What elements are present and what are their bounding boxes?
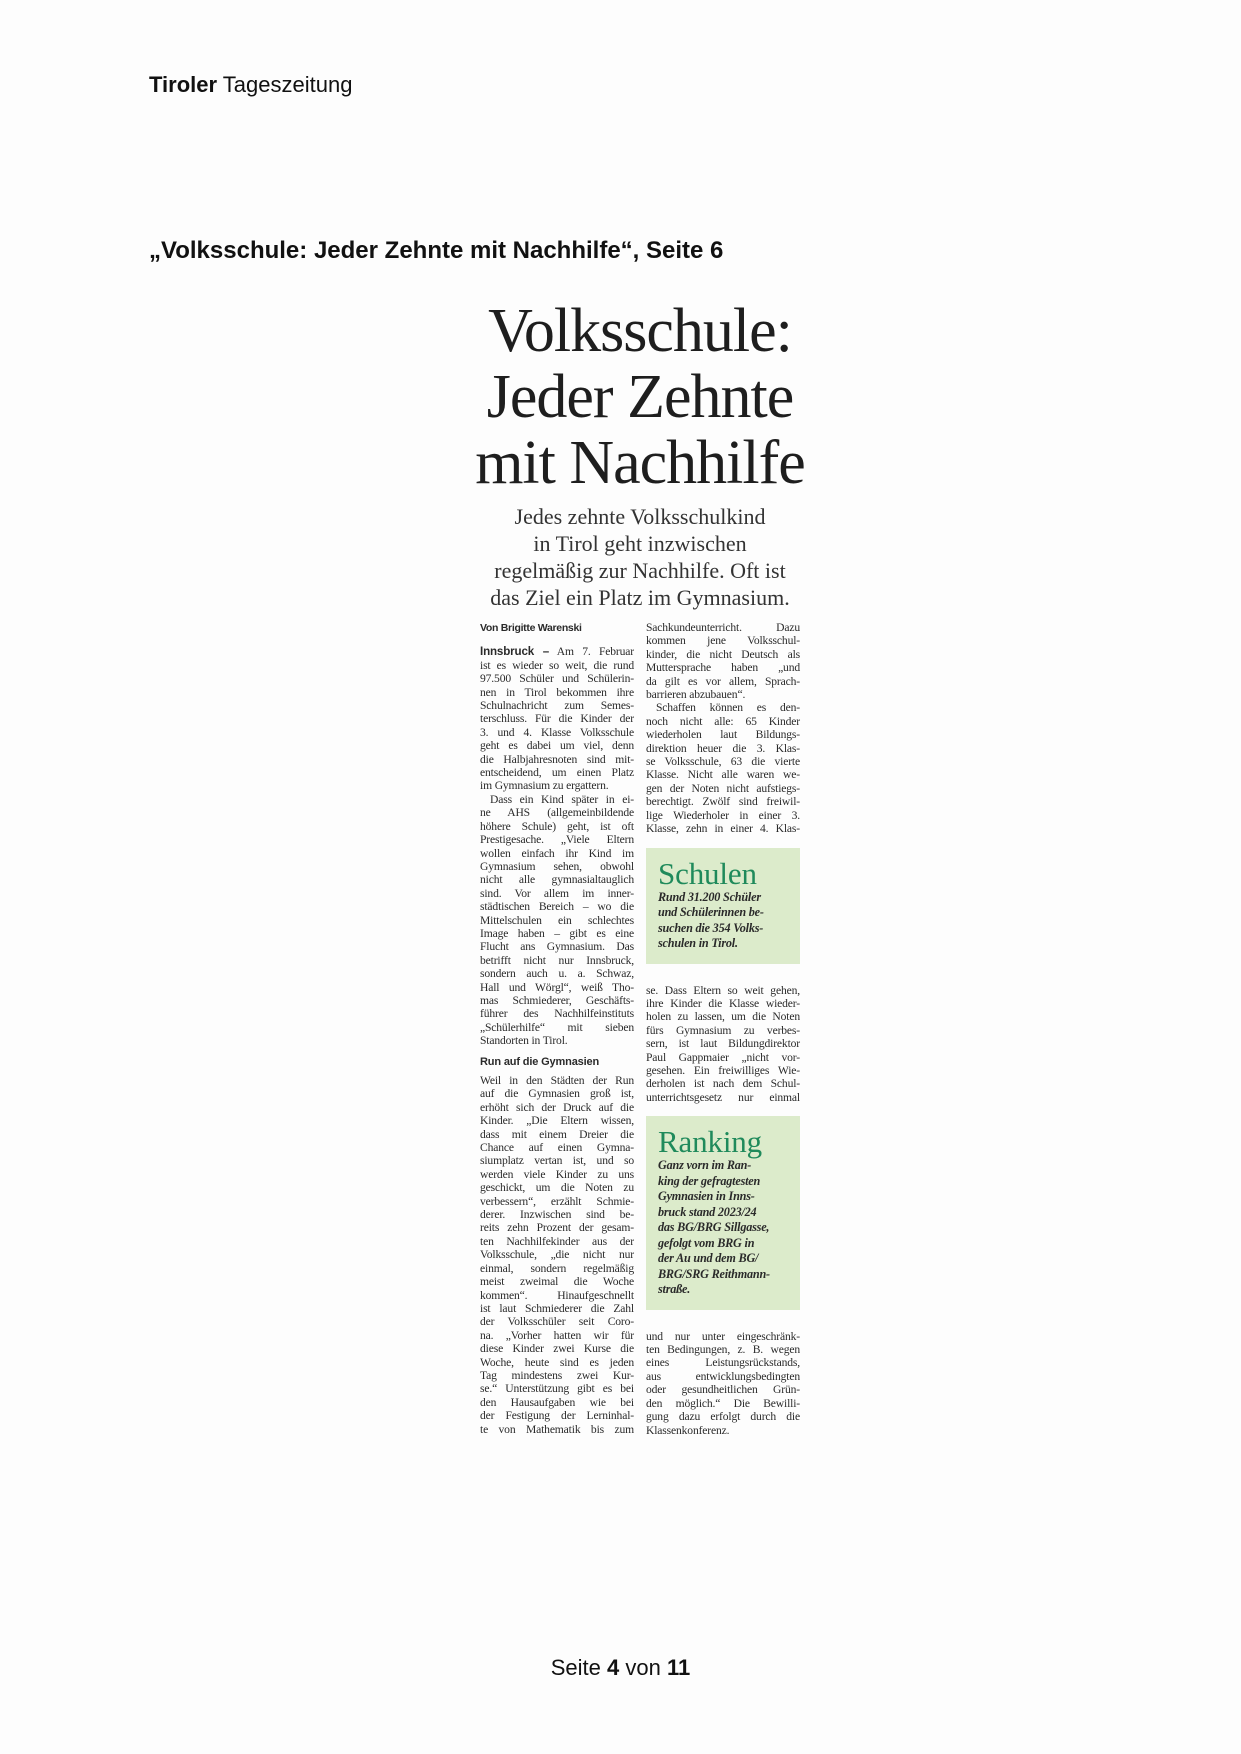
text-line: Volksschule, „die nicht nur [480,1248,634,1262]
text-line: Weil in den Städten der Run [480,1074,634,1087]
paragraph [480,1074,634,1436]
text-line [480,645,634,658]
infobox-line: straße. [658,1282,691,1297]
text-line: führer des Nachhilfeinstituts [480,1007,634,1021]
text-line: Prestigesache. „Viele Eltern [480,833,634,847]
text-line: Mittelschulen ein schlechtes [480,913,634,927]
text-line: Flucht ans Gymnasium. Das [480,940,634,954]
paragraph [646,621,800,701]
text-line: diese Kinder zwei Kurse die [480,1342,634,1356]
text-line: ist laut Schmiederer die Zahl [480,1301,634,1315]
paragraph [480,645,634,792]
text-line: ne AHS (allgemeinbildende [480,806,634,820]
text-line: berechtigt. Zwölf sind freiwil- [646,795,800,809]
text-line: kommen jene Volksschul- [646,634,800,648]
text-line: lige Wiederholer in einer 3. [646,808,800,822]
paragraph [646,701,800,835]
text-line: siumplatz vertan ist, und so [480,1154,634,1168]
text-line: gung dazu erfolgt durch die [646,1410,800,1424]
infobox-line: suchen die 354 Volks- [658,920,764,935]
text-line: Schulnachricht zum Semes- [480,699,634,713]
text-line: 3. und 4. Klasse Volksschule [480,725,634,739]
paragraph [480,793,634,1048]
text-line: Dass ein Kind später in ei- [490,792,634,806]
text-line: se. Dass Eltern so weit gehen, [646,983,800,997]
infobox-line: gefolgt vom BRG in [658,1235,755,1250]
text-line: die Halbjahresnoten sind mit- [480,752,634,766]
article-column-right [646,621,800,1437]
text-line: ist es wieder so weit, die rund [480,658,634,672]
text-line: städtischen Bereich – wo die [480,900,634,914]
text-line: te von Mathematik bis zum [480,1422,634,1436]
subheading: Run auf die Gymnasien [480,1055,600,1068]
infobox-line: bruck stand 2023/24 [658,1204,757,1219]
article-deck [470,503,810,611]
text-line: geschickt, um die Noten zu [480,1181,634,1195]
text-line: Klasse, zehn in einer 4. Klas- [646,822,800,836]
text-line: derholen ist nach dem Schul- [646,1077,800,1091]
infobox-line: BRG/SRG Reithmann- [658,1266,770,1281]
text-line: kinder, die nicht Deutsch als [646,647,800,661]
infobox-line: Rund 31.200 Schüler [658,889,761,904]
text-line: Muttersprache haben „und [646,661,800,675]
text-line: derer. Inzwischen sind be- [480,1208,634,1222]
text-line: unterrichtsgesetz nur einmal [646,1090,800,1104]
article-column-left [480,622,634,1436]
text-line: höhere Schule) geht, ist oft [480,819,634,833]
text-line: dass mit einem Dreier die [480,1127,634,1141]
headline-line: Jeder Zehnte [486,363,794,431]
text-line: reits zehn Prozent der gesam- [480,1221,634,1235]
text-line: Klassenkonferenz. [646,1423,730,1437]
text-line: holen zu lassen, um die Noten [646,1010,800,1024]
current-page: 4 [607,1655,620,1680]
text-line: und nur unter eingeschränk- [646,1329,800,1343]
dateline: Innsbruck – [480,645,550,659]
text-line: se Volksschule, 63 die vierte [646,755,800,769]
text-line: der Volksschüler seit Coro- [480,1315,634,1329]
infobox-line: Ganz vorn im Ran- [658,1158,752,1173]
text-line: betrifft nicht nur Innsbruck, [480,953,634,967]
text-line: erhöht sich der Druck auf die [480,1100,634,1114]
headline-line: mit Nachhilfe [475,429,805,497]
text-line: im Gymnasium zu ergattern. [480,779,609,793]
text-line: Gymnasium sehen, obwohl [480,859,634,873]
headline-line: Volksschule: [488,297,792,365]
text-line: wollen einfach ihr Kind im [480,846,634,860]
total-pages: 11 [667,1655,691,1680]
deck-line: in Tirol geht inzwischen [533,531,747,556]
text-line: Woche, heute sind es jeden [480,1355,634,1369]
text-line: einmal, sondern regelmäßig [480,1261,634,1275]
text-line: barrieren abzubauen“. [646,688,746,702]
text-line: Paul Gappmaier „nicht vor- [646,1050,800,1064]
text-fragment: Am 7. Februar [556,645,634,659]
text-line: gesehen. Ein freiwilliges Wie- [646,1063,800,1077]
text-line: meist zweimal die Woche [480,1275,634,1289]
text-line: da gilt es vor allem, Sprach- [646,674,800,688]
masthead-brand-bold: Tiroler [149,72,218,97]
text-line: terschluss. Für die Kinder der [480,712,634,726]
text-line: werden viele Kinder zu uns [480,1167,634,1181]
text-line: verbessern“, erzählt Schmie- [480,1194,634,1208]
text-line: „Schülerhilfe“ mit sieben [480,1020,634,1034]
text-line: Kinder. „Die Eltern wissen, [480,1114,634,1128]
deck-line: Jedes zehnte Volksschulkind [514,504,766,529]
text-line: nen in Tirol bekommen ihre [480,685,634,699]
infobox-line: das BG/BRG Sillgasse, [658,1220,770,1235]
text-line: na. „Vorher hatten wir für [480,1328,634,1342]
text-line: gen der Noten nicht aufstiegs- [646,781,800,795]
paragraph [646,1330,800,1437]
infobox-title: Schulen [658,855,757,891]
infobox-ranking [646,1116,800,1310]
text-line: oder gesundheitlichen Grün- [646,1383,800,1397]
text-line: sondern auch u. a. Schwaz, [480,967,634,981]
deck-line: regelmäßig zur Nachhilfe. Oft ist [494,558,786,583]
text-line: den möglich.“ Die Bewilli- [646,1396,800,1410]
text-line: ihre Kinder die Klasse wieder- [646,996,800,1010]
text-line: direktion heuer die 3. Klas- [646,741,800,755]
text-line: se.“ Unterstützung gibt es bei [480,1382,634,1396]
text-line: 97.500 Schüler und Schülerin- [480,672,634,686]
text-line: Sachkundeunterricht. Dazu [646,621,800,634]
text-line: aus entwicklungsbedingten [646,1369,800,1383]
text-line: nicht alle gymnasialtauglich [480,873,634,887]
text-line: geht es dabei um viel, denn [480,739,634,753]
text-line: Standorten in Tirol. [480,1034,568,1048]
text-line: Chance auf einen Gymna- [480,1141,634,1155]
paragraph [646,984,800,1105]
infobox-line: Gymnasien in Inns- [658,1189,755,1204]
page-number [0,1655,1241,1681]
text-line: fürs Gymnasium zu verbes- [646,1023,800,1037]
infobox-line: und Schülerinnen be- [658,905,764,919]
page-prefix: Seite [550,1655,601,1680]
text-line: entscheidend, um einen Platz [480,766,634,780]
text-line: ten Nachhilfekinder aus der [480,1234,634,1248]
text-line: auf die Gymnasien groß ist, [480,1087,634,1101]
text-line: Schaffen können es den- [656,701,800,715]
infobox-line: schulen in Tirol. [658,936,738,950]
text-line: sind. Vor allem im inner- [480,886,634,900]
text-line: mas Schmiederer, Geschäfts- [480,993,634,1007]
text-line: Hall und Wörgl“, weiß Tho- [480,980,634,994]
deck-line: das Ziel ein Platz im Gymnasium. [490,585,790,610]
infobox-line: der Au und dem BG/ [658,1251,759,1266]
text-line: den Hausaufgaben wie bei [480,1395,634,1409]
text-line: Klasse. Nicht alle waren we- [646,768,800,782]
page-middle: von [625,1655,661,1680]
text-line: Tag mindestens zwei Kur- [480,1368,634,1382]
infobox-line: king der gefragtesten [658,1173,761,1188]
masthead-brand-rest: Tageszeitung [222,72,353,97]
text-line: wiederholen laut Bildungs- [646,728,800,742]
text-line: noch nicht alle: 65 Kinder [646,714,800,728]
infobox-title: Ranking [658,1124,762,1160]
text-line: ten Bedingungen, z. B. wegen [646,1343,800,1357]
infobox-schulen [646,848,800,964]
text-line: eines Leistungsrückstands, [646,1356,800,1370]
text-line: sern, ist laut Bildungdirektor [646,1037,800,1051]
reference-title: „Volksschule: Jeder Zehnte mit Nachhilfe“, Seite 6 [149,237,724,264]
text-line: Image haben – gibt es eine [480,926,634,940]
text-line: der Festigung der Lerninhal- [480,1409,634,1423]
text-line: kommen“. Hinaufgeschnellt [480,1288,634,1302]
masthead [149,72,352,98]
byline: Von Brigitte Warenski [480,622,582,634]
article-headline [465,298,815,496]
